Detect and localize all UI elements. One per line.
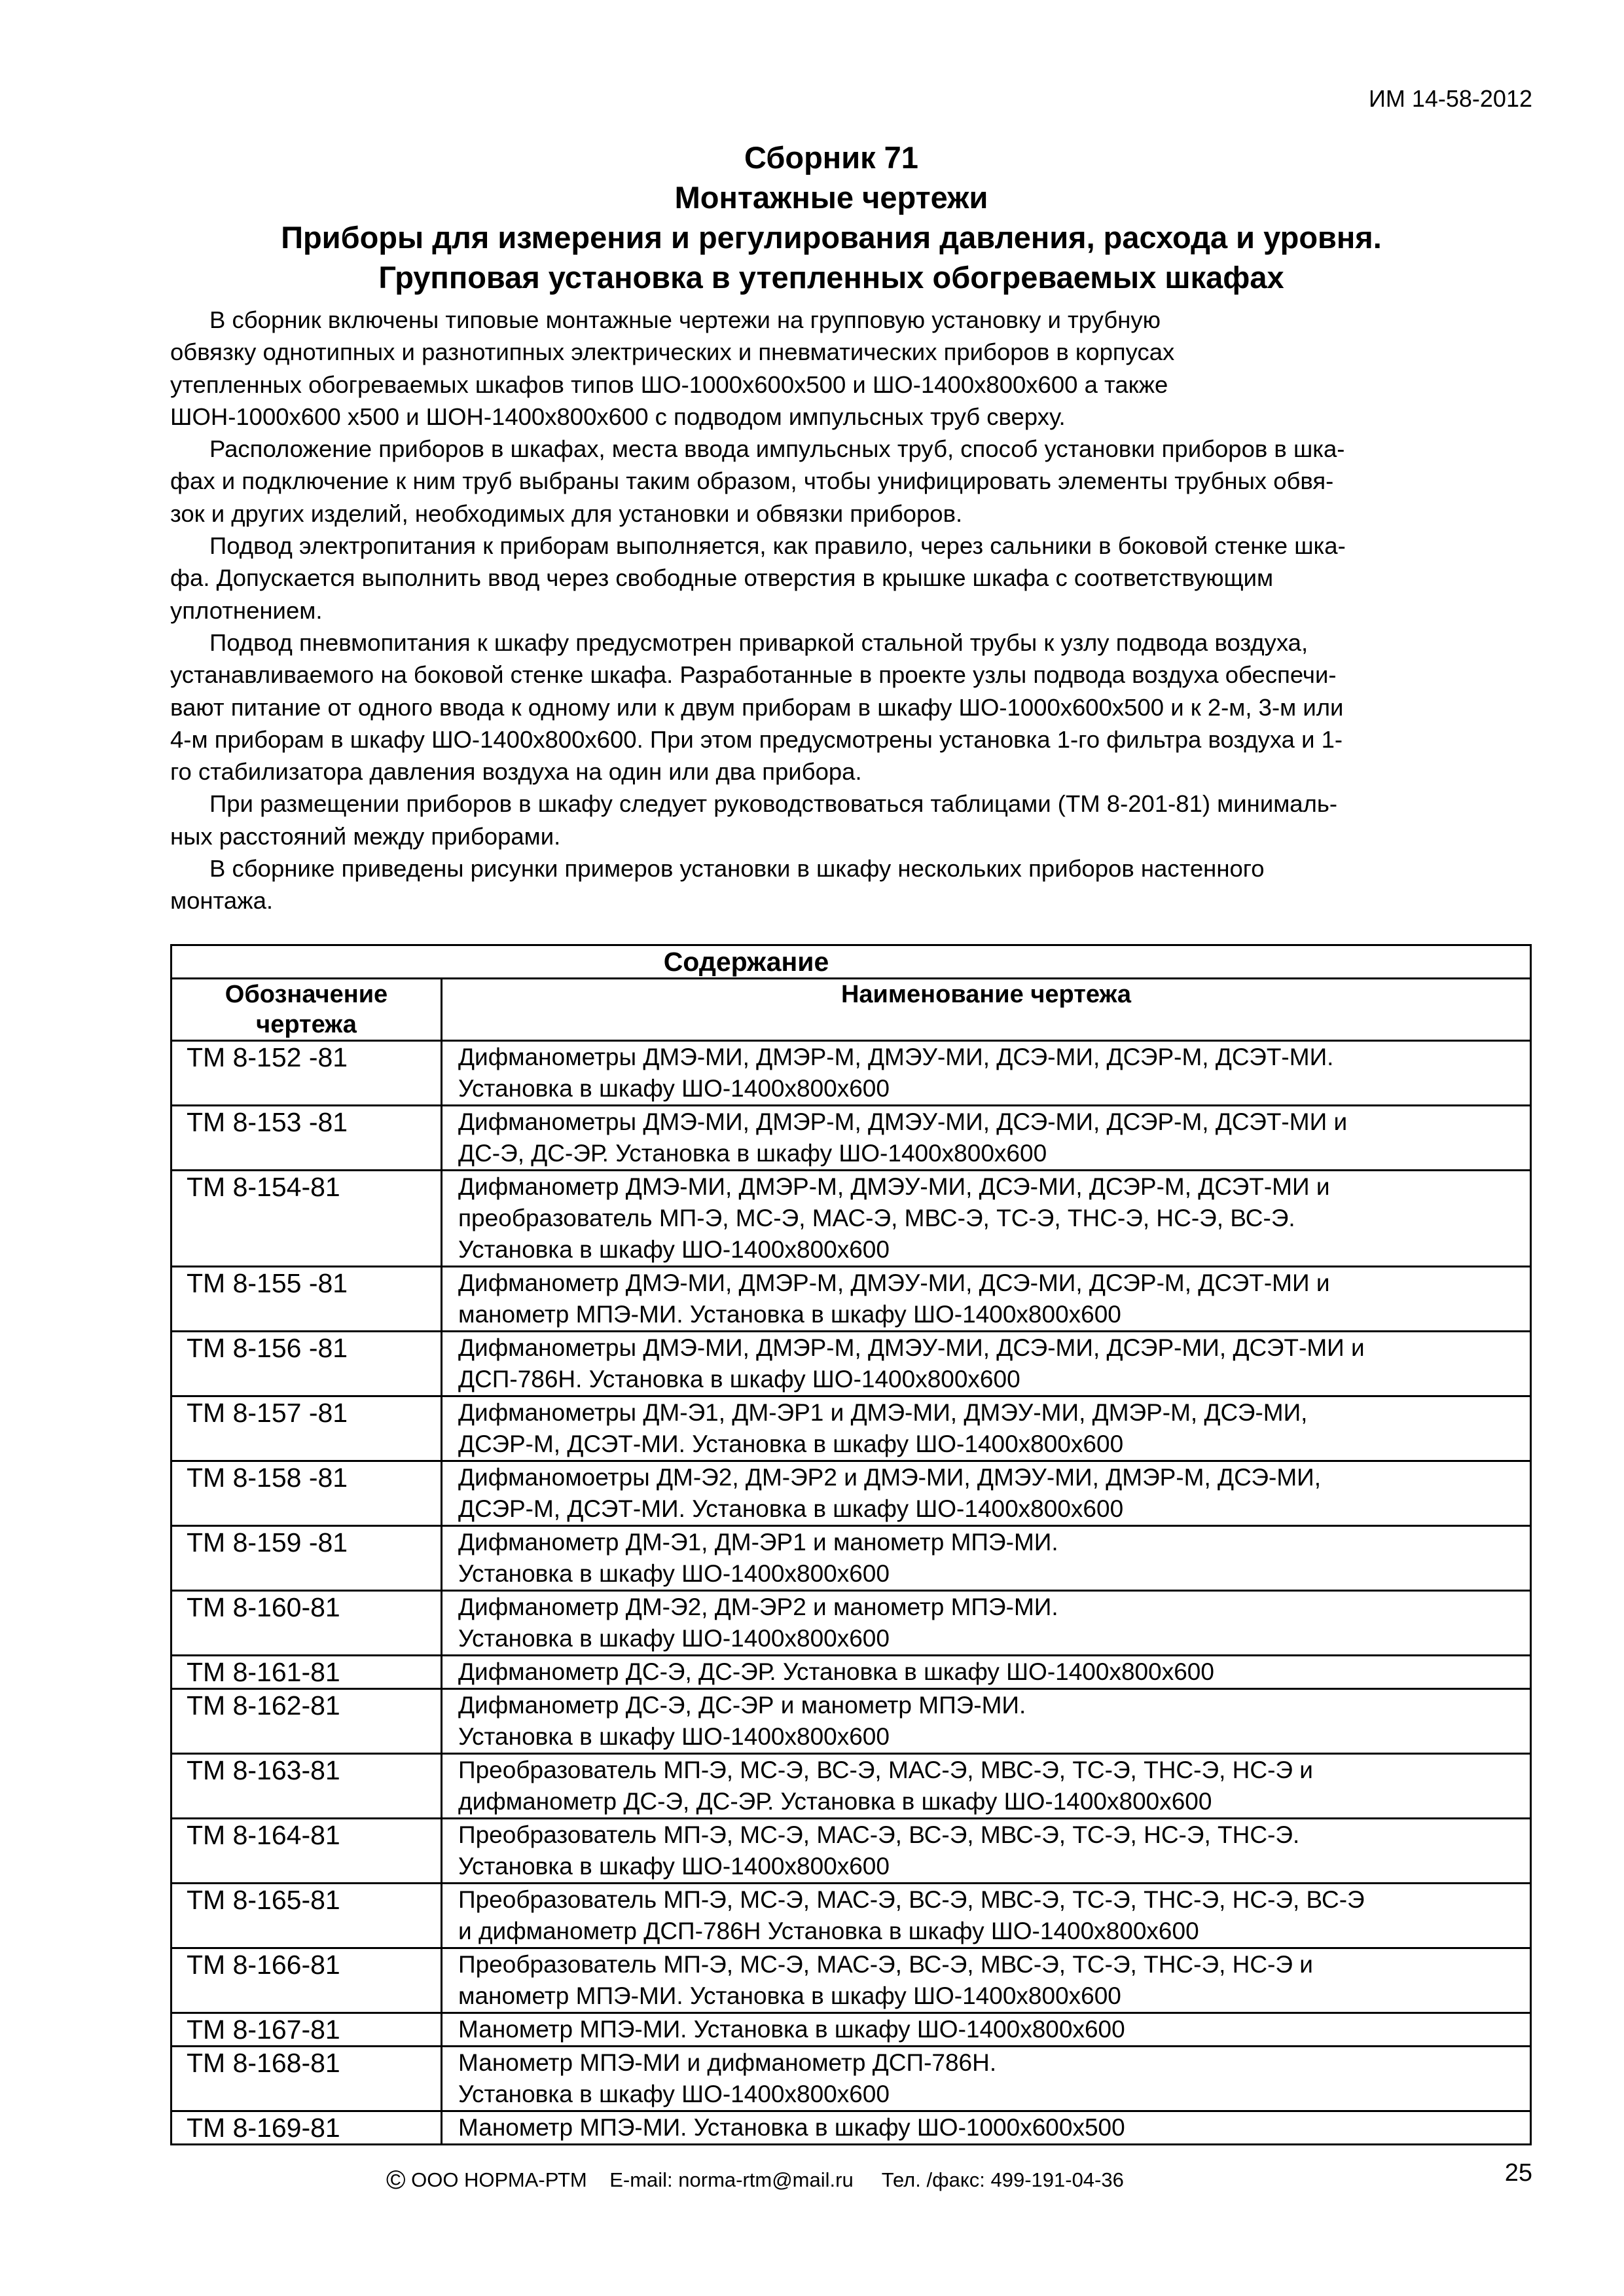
drawing-name-line: преобразователь МП-Э, МС-Э, МАС-Э, МВС-Э, ТС-Э, ТНС-Э, НС-Э, ВС-Э.: [458, 1205, 1295, 1231]
drawing-name-line: Дифманометр ДМЭ-МИ, ДМЭР-М, ДМЭУ-МИ, ДСЭ-МИ, ДСЭР-М, ДСЭТ-МИ и: [458, 1269, 1330, 1296]
intro-text: [170, 304, 1532, 917]
drawing-name-line: Установка в шкафу ШО-1400х800х600: [458, 1625, 890, 1652]
drawing-name-line: Преобразователь МП-Э, МС-Э, ВС-Э, МАС-Э, МВС-Э, ТС-Э, ТНС-Э, НС-Э и: [458, 1757, 1313, 1783]
intro-line: монтажа.: [170, 887, 274, 915]
drawing-name-line: Преобразователь МП-Э, МС-Э, МАС-Э, ВС-Э, МВС-Э, ТС-Э, ТНС-Э, НС-Э и: [458, 1951, 1313, 1978]
drawing-name: [442, 1171, 1531, 1267]
drawing-name: [442, 1948, 1531, 2013]
intro-line: ШОН-1000х600 х500 и ШОН-1400х800х600 с подводом импульсных труб сверху.: [170, 403, 1066, 430]
drawing-name-line: Дифманометр ДС-Э, ДС-ЭР и манометр МПЭ-МИ.: [458, 1692, 1026, 1719]
intro-line: При размещении приборов в шкафу следует руководствоваться таблицами (ТМ 8-201-81) минималь-: [209, 790, 1338, 818]
drawing-code: ТМ 8-168-81: [171, 2047, 442, 2111]
drawing-name-line: ДСЭР-М, ДСЭТ-МИ. Установка в шкафу ШО-1400х800х600: [458, 1430, 1124, 1457]
table-row: [171, 1171, 1531, 1267]
table-row: [171, 1754, 1531, 1819]
drawing-name-line: Манометр МПЭ-МИ и дифманометр ДСП-786Н.: [458, 2049, 997, 2076]
table-row: [171, 2013, 1531, 2047]
table-row: [171, 1656, 1531, 1689]
drawing-code: ТМ 8-162-81: [171, 1689, 442, 1754]
intro-line: зок и других изделий, необходимых для установки и обвязки приборов.: [170, 500, 963, 527]
intro-line: фа. Допускается выполнить ввод через свободные отверстия в крышке шкафа с соответствующим: [170, 564, 1274, 592]
drawing-name: [442, 1754, 1531, 1819]
drawing-name: [442, 1884, 1531, 1948]
drawing-name-line: Манометр МПЭ-МИ. Установка в шкафу ШО-1000х600х500: [458, 2114, 1125, 2141]
column-header-name: Наименование чертежа: [442, 979, 1531, 1041]
table-row: [171, 1591, 1531, 1656]
drawing-name: [442, 2013, 1531, 2047]
table-row: [171, 2047, 1531, 2111]
drawing-code: ТМ 8-167-81: [171, 2013, 442, 2047]
drawing-name-line: Манометр МПЭ-МИ. Установка в шкафу ШО-1400х800х600: [458, 2016, 1125, 2043]
drawing-name: [442, 1526, 1531, 1591]
table-row: [171, 1106, 1531, 1171]
drawing-name-line: Преобразователь МП-Э, МС-Э, МАС-Э, ВС-Э, МВС-Э, ТС-Э, НС-Э, ТНС-Э.: [458, 1821, 1300, 1848]
drawing-name-line: манометр МПЭ-МИ. Установка в шкафу ШО-1400х800х600: [458, 1982, 1121, 2009]
drawing-name: [442, 1332, 1531, 1396]
intro-line: В сборник включены типовые монтажные чертежи на групповую установку и трубную: [209, 306, 1161, 333]
table-row: [171, 1041, 1531, 1106]
intro-line: В сборнике приведены рисунки примеров установки в шкафу нескольких приборов настенного: [209, 855, 1265, 883]
copyright-icon: ©: [386, 2166, 406, 2195]
drawing-name: [442, 1041, 1531, 1106]
drawing-name: [442, 1267, 1531, 1332]
intro-line: ных расстояний между приборами.: [170, 822, 561, 850]
table-row: [171, 1884, 1531, 1948]
drawing-name-line: Дифманомоетры ДМ-Э2, ДМ-ЭР2 и ДМЭ-МИ, ДМЭУ-МИ, ДМЭР-М, ДСЭ-МИ,: [458, 1464, 1322, 1491]
drawing-name-line: и дифманометр ДСП-786Н Установка в шкафу ШО-1400х800х600: [458, 1918, 1199, 1944]
intro-line: Расположение приборов в шкафах, места ввода импульсных труб, способ установки приборов в шка-: [209, 435, 1345, 463]
title-block: [170, 137, 1492, 297]
drawing-name-line: Дифманометры ДМЭ-МИ, ДМЭР-М, ДМЭУ-МИ, ДСЭ-МИ, ДСЭР-МИ, ДСЭТ-МИ и: [458, 1334, 1365, 1361]
drawing-code: ТМ 8-153 -81: [171, 1106, 442, 1171]
drawing-code: ТМ 8-158 -81: [171, 1461, 442, 1526]
drawing-code: ТМ 8-152 -81: [171, 1041, 442, 1106]
footer: [386, 2166, 1124, 2195]
drawing-name-line: Дифманометры ДМЭ-МИ, ДМЭР-М, ДМЭУ-МИ, ДСЭ-МИ, ДСЭР-М, ДСЭТ-МИ.: [458, 1044, 1334, 1070]
drawing-name: [442, 1106, 1531, 1171]
drawing-code: ТМ 8-161-81: [171, 1656, 442, 1689]
table-row: [171, 1526, 1531, 1591]
intro-line: Подвод пневмопитания к шкафу предусмотрен приваркой стальной трубы к узлу подвода воздуха,: [209, 629, 1308, 656]
intro-line: 4-м приборам в шкафу ШО-1400х800х600. При этом предусмотрены установка 1-го фильтра воздуха и 1-: [170, 725, 1343, 753]
drawing-name: [442, 1396, 1531, 1461]
column-header-code: Обозначение чертежа: [171, 979, 442, 1041]
drawing-code: ТМ 8-163-81: [171, 1754, 442, 1819]
table-row: [171, 1689, 1531, 1754]
drawing-code: ТМ 8-159 -81: [171, 1526, 442, 1591]
table-row: [171, 2111, 1531, 2145]
table-row: [171, 1332, 1531, 1396]
contents-caption: Содержание: [171, 945, 1531, 979]
drawing-name: [442, 1461, 1531, 1526]
intro-line: вают питание от одного ввода к одному или к двум приборам в шкафу ШО-1000х600х500 и к 2-м, 3-м или: [170, 693, 1344, 721]
drawing-code: ТМ 8-154-81: [171, 1171, 442, 1267]
title-subtitle: Монтажные чертежи: [674, 180, 988, 215]
drawing-name-line: ДС-Э, ДС-ЭР. Установка в шкафу ШО-1400х800х600: [458, 1140, 1047, 1167]
drawing-code: ТМ 8-169-81: [171, 2111, 442, 2145]
contents-table: [170, 944, 1532, 2145]
table-row: [171, 1267, 1531, 1332]
drawing-name: [442, 1656, 1531, 1689]
drawing-code: ТМ 8-157 -81: [171, 1396, 442, 1461]
drawing-name: [442, 2047, 1531, 2111]
drawing-name-line: Установка в шкафу ШО-1400х800х600: [458, 1560, 890, 1587]
table-row: [171, 1819, 1531, 1884]
drawing-name-line: Дифманометр ДМ-Э1, ДМ-ЭР1 и манометр МПЭ-МИ.: [458, 1529, 1058, 1556]
intro-line: утепленных обогреваемых шкафов типов ШО-1000х600х500 и ШО-1400х800х600 а также: [170, 371, 1168, 398]
drawing-name: [442, 1689, 1531, 1754]
drawing-name-line: ДСП-786Н. Установка в шкафу ШО-1400х800х600: [458, 1366, 1020, 1393]
title-installation: Групповая установка в утепленных обогреваемых шкафах: [378, 260, 1284, 295]
footer-contacts: ООО НОРМА-РТМ E-mail: norma-rtm@mail.ru Тел. /факс: 499-191-04-36: [405, 2168, 1124, 2191]
drawing-name-line: Преобразователь МП-Э, МС-Э, МАС-Э, ВС-Э, МВС-Э, ТС-Э, ТНС-Э, НС-Э, ВС-Э: [458, 1886, 1365, 1913]
drawing-name-line: манометр МПЭ-МИ. Установка в шкафу ШО-1400х800х600: [458, 1301, 1121, 1328]
intro-line: уплотнением.: [170, 596, 323, 624]
table-row: [171, 1461, 1531, 1526]
drawing-name: [442, 1591, 1531, 1656]
table-row: [171, 1396, 1531, 1461]
table-row: [171, 1948, 1531, 2013]
drawing-name-line: Дифманометр ДМЭ-МИ, ДМЭР-М, ДМЭУ-МИ, ДСЭ-МИ, ДСЭР-М, ДСЭТ-МИ и: [458, 1173, 1330, 1200]
drawing-name-line: Установка в шкафу ШО-1400х800х600: [458, 1075, 890, 1102]
intro-line: устанавливаемого на боковой стенке шкафа. Разработанные в проекте узлы подвода воздуха обеспечи-: [170, 661, 1337, 689]
title-topic: Приборы для измерения и регулирования давления, расхода и уровня.: [281, 220, 1382, 255]
title-collection: Сборник 71: [744, 140, 918, 175]
drawing-name-line: Установка в шкафу ШО-1400х800х600: [458, 1723, 890, 1750]
intro-line: го стабилизатора давления воздуха на один или два прибора.: [170, 758, 862, 786]
intro-line: фах и подключение к ним труб выбраны таким образом, чтобы унифицировать элементы трубных обвя-: [170, 467, 1334, 495]
drawing-name-line: Дифманометр ДС-Э, ДС-ЭР. Установка в шкафу ШО-1400х800х600: [458, 1658, 1214, 1685]
drawing-name-line: дифманометр ДС-Э, ДС-ЭР. Установка в шкафу ШО-1400х800х600: [458, 1788, 1212, 1815]
drawing-code: ТМ 8-160-81: [171, 1591, 442, 1656]
drawing-name-line: ДСЭР-М, ДСЭТ-МИ. Установка в шкафу ШО-1400х800х600: [458, 1495, 1124, 1522]
drawing-name-line: Установка в шкафу ШО-1400х800х600: [458, 1236, 890, 1263]
intro-line: обвязку однотипных и разнотипных электрических и пневматических приборов в корпусах: [170, 338, 1175, 366]
drawing-code: ТМ 8-156 -81: [171, 1332, 442, 1396]
drawing-name-line: Установка в шкафу ШО-1400х800х600: [458, 2081, 890, 2107]
intro-line: Подвод электропитания к приборам выполняется, как правило, через сальники в боковой стенке шка-: [209, 532, 1346, 560]
drawing-code: ТМ 8-155 -81: [171, 1267, 442, 1332]
drawing-name-line: Дифманометры ДМЭ-МИ, ДМЭР-М, ДМЭУ-МИ, ДСЭ-МИ, ДСЭР-М, ДСЭТ-МИ и: [458, 1108, 1348, 1135]
drawing-name-line: Дифманометр ДМ-Э2, ДМ-ЭР2 и манометр МПЭ-МИ.: [458, 1594, 1058, 1620]
document-code: ИМ 14-58-2012: [1368, 85, 1532, 112]
drawing-code: ТМ 8-164-81: [171, 1819, 442, 1884]
drawing-name: [442, 1819, 1531, 1884]
page-number: 25: [1504, 2159, 1532, 2187]
drawing-name-line: Дифманометры ДМ-Э1, ДМ-ЭР1 и ДМЭ-МИ, ДМЭУ-МИ, ДМЭР-М, ДСЭ-МИ,: [458, 1399, 1308, 1426]
drawing-code: ТМ 8-165-81: [171, 1884, 442, 1948]
drawing-name-line: Установка в шкафу ШО-1400х800х600: [458, 1853, 890, 1880]
drawing-code: ТМ 8-166-81: [171, 1948, 442, 2013]
drawing-name: [442, 2111, 1531, 2145]
